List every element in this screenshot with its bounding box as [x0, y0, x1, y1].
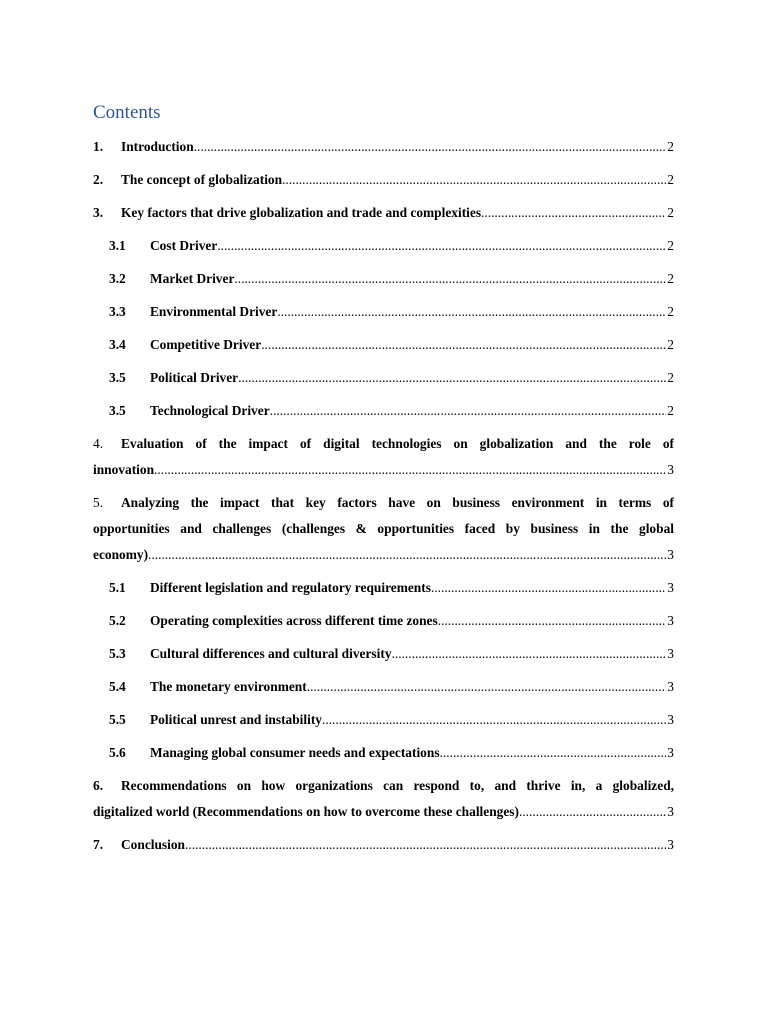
- toc-entry-title-line2: innovation: [93, 462, 155, 477]
- toc-leader-dots: [238, 370, 674, 385]
- toc-entry-title: The monetary environment: [150, 679, 307, 694]
- toc-entry-number: 5.1: [109, 580, 126, 595]
- toc-entry-number: 2.: [93, 172, 104, 187]
- toc-entry-title: Environmental Driver: [150, 304, 278, 319]
- toc-entry-number: 3.3: [109, 304, 126, 319]
- toc-entry-title: Conclusion: [121, 837, 185, 852]
- toc-entry-page: 2: [666, 200, 674, 226]
- toc-entry-title-line2: opportunities and challenges (challenges & opportunities faced by business in the global: [93, 521, 674, 536]
- toc-entry-political-driver[interactable]: [93, 365, 674, 391]
- toc-entry-title-line1: Recommendations on how organizations can respond to, and thrive in, a globalized,: [121, 778, 674, 793]
- toc-leader-dots: [270, 403, 674, 418]
- toc-entry-time-zones[interactable]: [93, 608, 674, 634]
- toc-entry-digital-technologies[interactable]: [93, 431, 674, 483]
- toc-entry-number: 3.2: [109, 271, 126, 286]
- toc-entry-page: 2: [666, 233, 674, 259]
- toc-entry-title-line1: Analyzing the impact that key factors have on business environment in terms of: [121, 495, 674, 510]
- toc-entry-line: [93, 773, 674, 799]
- toc-entry-title: Managing global consumer needs and expectations: [150, 745, 440, 760]
- toc-entry-concept-of-globalization[interactable]: [93, 167, 674, 193]
- toc-leader-dots: [217, 238, 674, 253]
- toc-leader-dots: [431, 580, 674, 595]
- toc-entry-number: 5.2: [109, 613, 126, 628]
- toc-leader-dots: [234, 271, 674, 286]
- toc-entry-number: 3.1: [109, 238, 126, 253]
- toc-entry-number: 7.: [93, 837, 104, 852]
- toc-entry-title: Introduction: [121, 139, 194, 154]
- table-of-contents: [93, 134, 674, 858]
- toc-entry-number: 3.5: [109, 403, 126, 418]
- toc-leader-dots: [322, 712, 674, 727]
- toc-entry-cost-driver[interactable]: [93, 233, 674, 259]
- toc-entry-key-factors[interactable]: [93, 200, 674, 226]
- toc-entry-page: 2: [666, 134, 674, 160]
- toc-entry-title: Operating complexities across different time zones: [150, 613, 438, 628]
- toc-entry-line: [93, 457, 674, 483]
- toc-leader-dots: [481, 205, 674, 220]
- toc-leader-dots: [194, 139, 674, 154]
- toc-leader-dots: [154, 462, 674, 477]
- toc-entry-title: Cost Driver: [150, 238, 218, 253]
- toc-leader-dots: [282, 172, 674, 187]
- toc-entry-number: 6.: [93, 778, 104, 793]
- toc-leader-dots: [392, 646, 674, 661]
- toc-entry-page: 2: [666, 266, 674, 292]
- toc-entry-page: 3: [666, 674, 674, 700]
- toc-entry-line: [93, 490, 674, 516]
- toc-entry-title: Market Driver: [150, 271, 235, 286]
- toc-entry-recommendations[interactable]: [93, 773, 674, 825]
- toc-entry-title-line3: economy): [93, 547, 149, 562]
- toc-leader-dots: [277, 304, 674, 319]
- toc-leader-dots: [185, 837, 674, 852]
- toc-entry-number: 5.3: [109, 646, 126, 661]
- toc-entry-page: 3: [666, 608, 674, 634]
- toc-entry-key-factors-impact[interactable]: [93, 490, 674, 568]
- toc-entry-page: 3: [666, 641, 674, 667]
- toc-entry-page: 3: [666, 740, 674, 766]
- toc-entry-page: 2: [666, 398, 674, 424]
- toc-entry-title: Cultural differences and cultural diversity: [150, 646, 392, 661]
- toc-entry-technological-driver[interactable]: [93, 398, 674, 424]
- toc-entry-line: [93, 799, 674, 825]
- toc-entry-number: 1.: [93, 139, 104, 154]
- toc-entry-conclusion[interactable]: [93, 832, 674, 858]
- toc-entry-title-line1: Evaluation of the impact of digital technologies on globalization and the role of: [121, 436, 674, 451]
- toc-entry-page: 2: [666, 332, 674, 358]
- toc-entry-title: Key factors that drive globalization and trade and complexities: [121, 205, 482, 220]
- toc-entry-legislation[interactable]: [93, 575, 674, 601]
- toc-entry-number: 5.4: [109, 679, 126, 694]
- toc-leader-dots: [440, 745, 674, 760]
- toc-entry-line: [93, 542, 674, 568]
- toc-entry-number: 4.: [93, 436, 104, 451]
- toc-entry-page: 3: [666, 832, 674, 858]
- toc-entry-number: 3.: [93, 205, 104, 220]
- toc-entry-number: 3.4: [109, 337, 126, 352]
- toc-entry-number: 3.5: [109, 370, 126, 385]
- toc-entry-page: 3: [666, 707, 674, 733]
- toc-entry-number: 5.6: [109, 745, 126, 760]
- toc-entry-title-line2: digitalized world (Recommendations on how to overcome these challenges): [93, 804, 519, 819]
- toc-entry-title: Different legislation and regulatory requirements: [150, 580, 431, 595]
- toc-entry-page: 2: [666, 167, 674, 193]
- toc-leader-dots: [148, 547, 674, 562]
- toc-entry-competitive-driver[interactable]: [93, 332, 674, 358]
- toc-entry-monetary-environment[interactable]: [93, 674, 674, 700]
- toc-entry-title: Political Driver: [150, 370, 239, 385]
- toc-entry-number: 5.5: [109, 712, 126, 727]
- toc-leader-dots: [261, 337, 674, 352]
- toc-entry-page: 2: [666, 365, 674, 391]
- toc-entry-line: [93, 516, 674, 542]
- toc-entry-political-unrest[interactable]: [93, 707, 674, 733]
- toc-leader-dots: [438, 613, 674, 628]
- toc-entry-title: Technological Driver: [150, 403, 270, 418]
- toc-entry-introduction[interactable]: [93, 134, 674, 160]
- toc-entry-page: 3: [666, 799, 674, 825]
- toc-entry-consumer-needs[interactable]: [93, 740, 674, 766]
- toc-entry-page: 3: [666, 542, 674, 568]
- toc-leader-dots: [307, 679, 674, 694]
- toc-entry-page: 3: [666, 575, 674, 601]
- toc-entry-page: 3: [666, 457, 674, 483]
- toc-entry-environmental-driver[interactable]: [93, 299, 674, 325]
- toc-entry-number: 5.: [93, 495, 104, 510]
- toc-entry-title: Political unrest and instability: [150, 712, 322, 727]
- toc-entry-title: The concept of globalization: [121, 172, 283, 187]
- toc-entry-page: 2: [666, 299, 674, 325]
- toc-entry-cultural-differences[interactable]: [93, 641, 674, 667]
- toc-entry-market-driver[interactable]: [93, 266, 674, 292]
- document-page: [93, 100, 674, 865]
- toc-heading: Contents: [93, 102, 161, 123]
- toc-entry-line: [93, 431, 674, 457]
- toc-entry-title: Competitive Driver: [150, 337, 262, 352]
- toc-leader-dots: [519, 804, 674, 819]
